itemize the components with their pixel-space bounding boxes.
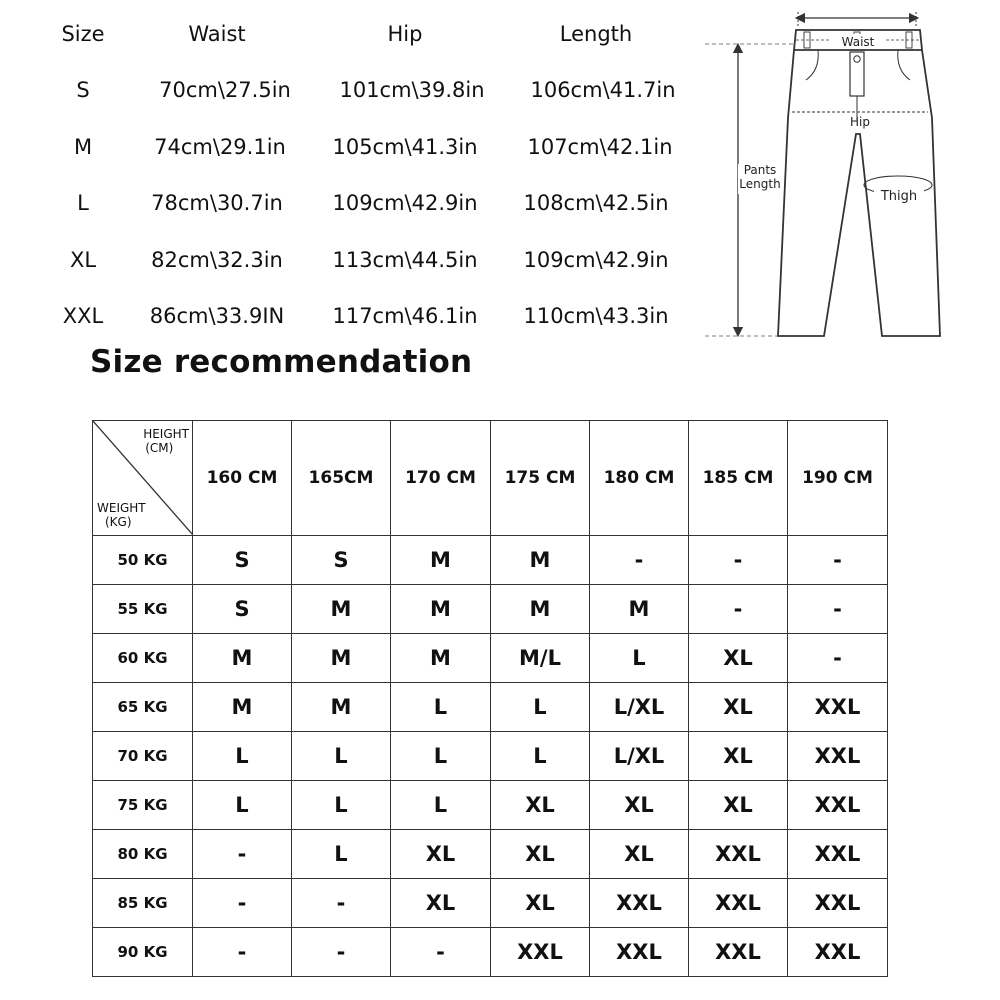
header-hip: Hip [387,22,423,46]
size-cell: XL [590,830,689,879]
length-value: 110cm\43.3in [523,304,669,328]
hip-value: 105cm\41.3in [332,135,478,159]
hip-value: 113cm\44.5in [332,248,478,272]
size-cell: XL [689,732,788,781]
size-cell: XXL [788,879,888,928]
size-label: XXL [62,304,104,328]
weight-label: 70 KG [93,732,193,781]
height-header: 190 CM [788,421,888,536]
size-cell: M [193,683,292,732]
height-label-line2: (CM) [145,441,174,455]
height-header: 175 CM [491,421,590,536]
size-cell: XL [391,830,491,879]
size-cell: L [391,781,491,830]
size-cell: M [391,585,491,634]
size-cell: M [491,536,590,585]
size-cell: XXL [788,732,888,781]
size-cell: - [193,928,292,977]
size-cell: - [292,928,391,977]
weight-label: 50 KG [93,536,193,585]
height-header: 160 CM [193,421,292,536]
size-cell: M [292,585,391,634]
size-cell: L/XL [590,732,689,781]
size-cell: M [292,683,391,732]
size-cell: XXL [788,830,888,879]
size-cell: XXL [788,928,888,977]
waist-value: 74cm\29.1in [154,135,286,159]
table-header-row [93,421,888,536]
table-row [93,536,888,585]
size-cell: L [292,781,391,830]
size-cell: M [391,536,491,585]
weight-label: 90 KG [93,928,193,977]
height-header: 170 CM [391,421,491,536]
size-cell: L [391,683,491,732]
table-corner-cell [93,421,193,536]
weight-label: 55 KG [93,585,193,634]
length-value: 108cm\42.5in [523,191,669,215]
height-label-line1: HEIGHT [143,427,189,441]
table-row [93,634,888,683]
size-recommendation-title: Size recommendation [90,344,473,380]
size-cell: - [689,585,788,634]
length-value: 107cm\42.1in [527,135,673,159]
size-label: S [76,78,90,102]
height-header: 185 CM [689,421,788,536]
header-length: Length [559,22,633,46]
size-cell: L [292,732,391,781]
size-cell: XL [689,634,788,683]
size-cell: XXL [689,830,788,879]
size-cell: XL [689,683,788,732]
size-cell: XL [491,830,590,879]
size-cell: XXL [689,879,788,928]
size-cell: S [292,536,391,585]
pants-length-label-line1: Pants [743,163,777,177]
size-cell: - [193,879,292,928]
size-cell: - [788,634,888,683]
waist-value: 86cm\33.9IN [149,304,285,328]
size-cell: XXL [788,781,888,830]
header-waist: Waist [188,22,246,46]
size-cell: XL [590,781,689,830]
weight-label: 75 KG [93,781,193,830]
table-row [93,781,888,830]
pants-outline [778,30,940,336]
size-cell: M/L [491,634,590,683]
size-cell: M [193,634,292,683]
size-cell: XL [391,879,491,928]
size-cell: L [391,732,491,781]
weight-label: 85 KG [93,879,193,928]
weight-label: 80 KG [93,830,193,879]
height-axis-label [143,427,189,455]
size-label: L [77,191,89,215]
size-cell: - [788,585,888,634]
size-cell: XXL [590,928,689,977]
size-cell: - [590,536,689,585]
weight-label-line1: WEIGHT [97,501,146,515]
size-cell: XXL [788,683,888,732]
table-row [93,879,888,928]
size-cell: M [590,585,689,634]
size-cell: L [193,732,292,781]
waist-value: 78cm\30.7in [151,191,283,215]
size-recommendation-table [92,420,888,977]
hip-value: 117cm\46.1in [332,304,478,328]
table-row [93,732,888,781]
hip-value: 101cm\39.8in [339,78,485,102]
table-row [93,928,888,977]
size-cell: L/XL [590,683,689,732]
size-cell: L [491,732,590,781]
pants-length-label-line2: Length [739,177,781,191]
size-cell: - [689,536,788,585]
thigh-label: Thigh [880,189,918,204]
waist-value: 82cm\32.3in [151,248,283,272]
size-cell: XXL [590,879,689,928]
size-cell: XXL [491,928,590,977]
size-cell: XXL [689,928,788,977]
length-value: 106cm\41.7in [530,78,676,102]
size-cell: XL [491,879,590,928]
table-row [93,683,888,732]
weight-label: 65 KG [93,683,193,732]
size-cell: XL [689,781,788,830]
weight-label: 60 KG [93,634,193,683]
size-cell: - [193,830,292,879]
height-header: 165CM [292,421,391,536]
hip-value: 109cm\42.9in [332,191,478,215]
height-header: 180 CM [590,421,689,536]
size-cell: L [491,683,590,732]
weight-axis-label [97,501,146,529]
size-label: M [73,135,93,159]
size-cell: L [193,781,292,830]
pants-measurement-diagram [700,8,960,344]
weight-label-line2: (KG) [105,515,132,529]
table-row [93,585,888,634]
waist-value: 70cm\27.5in [159,78,291,102]
hip-label: Hip [850,115,870,129]
size-cell: S [193,585,292,634]
size-cell: M [491,585,590,634]
size-cell: S [193,536,292,585]
size-cell: M [391,634,491,683]
size-cell: M [292,634,391,683]
size-cell: - [391,928,491,977]
length-value: 109cm\42.9in [523,248,669,272]
table-row [93,830,888,879]
size-cell: XL [491,781,590,830]
size-cell: - [292,879,391,928]
size-cell: - [788,536,888,585]
size-cell: L [590,634,689,683]
size-label: XL [69,248,97,272]
waist-label: Waist [841,35,875,49]
header-size: Size [61,22,105,46]
size-cell: L [292,830,391,879]
